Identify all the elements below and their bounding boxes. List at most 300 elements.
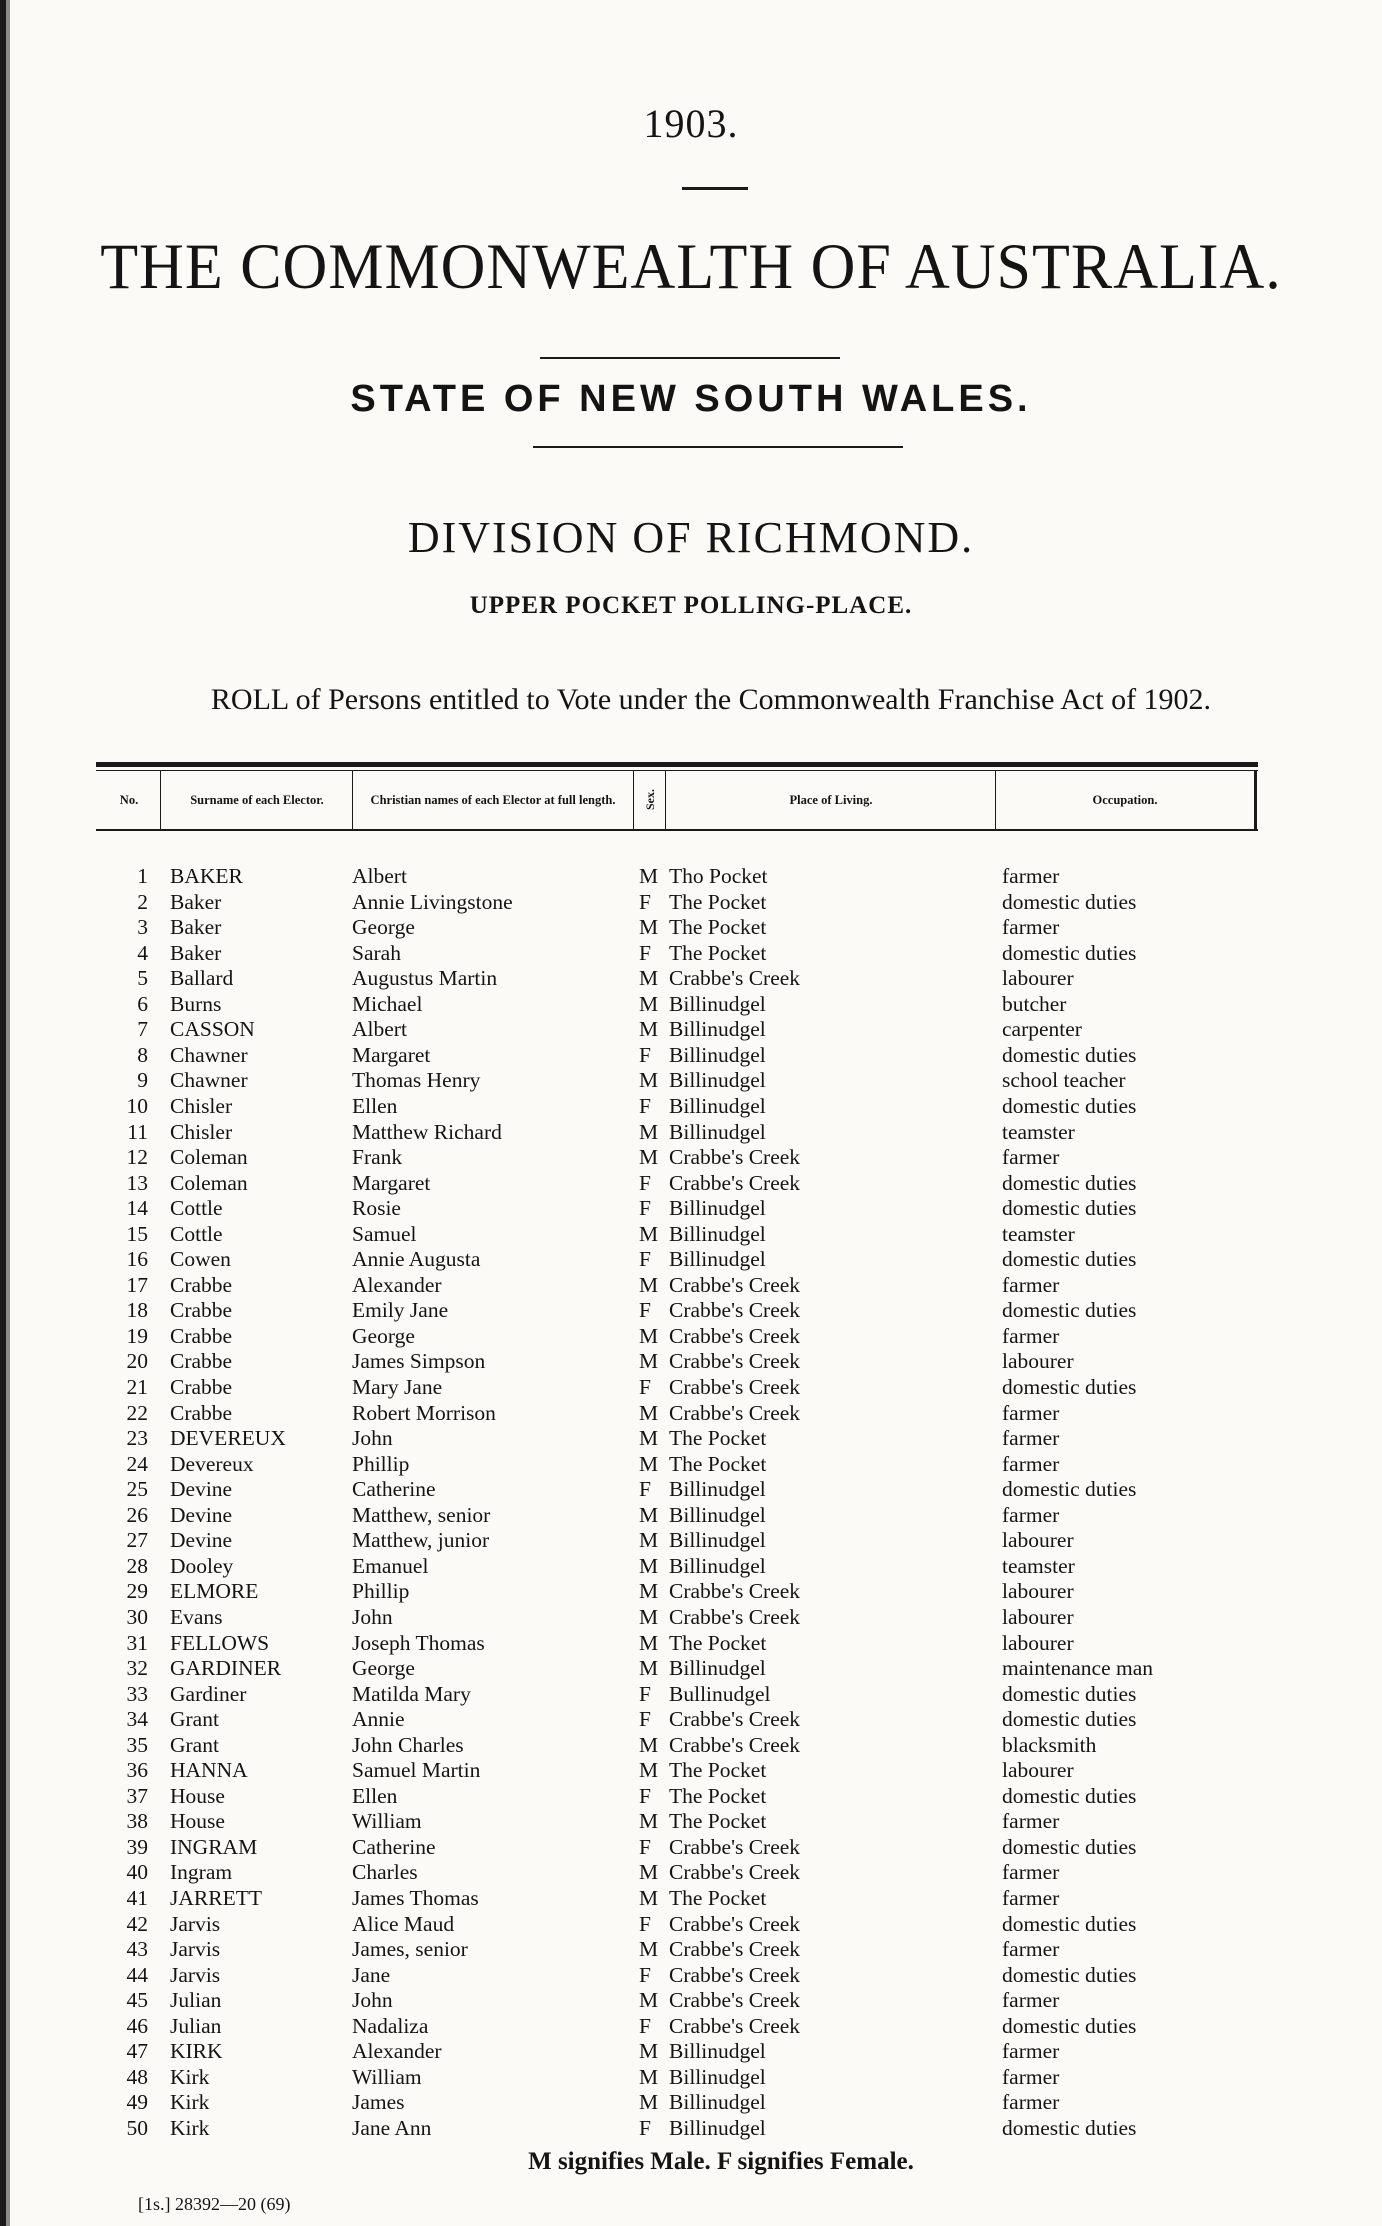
occupation-cell: domestic duties [1002, 940, 1137, 965]
occupation-cell: domestic duties [1002, 1247, 1137, 1272]
sex-cell: M [639, 1630, 659, 1655]
row-number: 8 [137, 1042, 148, 1067]
surname-cell: Chawner [170, 1068, 248, 1093]
place-cell: The Pocket [669, 1630, 767, 1655]
christian-names-cell: Charles [352, 1860, 418, 1885]
row-number: 9 [137, 1068, 148, 1093]
table-row [0, 1579, 1382, 1604]
divider-rule [533, 446, 903, 448]
place-cell: Billinudgel [669, 1221, 766, 1246]
occupation-cell: domestic duties [1002, 1298, 1137, 1323]
occupation-cell: domestic duties [1002, 889, 1137, 914]
surname-cell: Chawner [170, 1042, 248, 1067]
sex-cell: M [639, 1272, 659, 1297]
column-divider [1254, 771, 1257, 829]
occupation-cell: teamster [1002, 1119, 1075, 1144]
column-divider [633, 771, 634, 829]
row-number: 35 [126, 1732, 148, 1757]
sex-cell: F [639, 2115, 651, 2140]
table-row [0, 1273, 1382, 1298]
table-row [0, 1145, 1382, 1170]
surname-cell: FELLOWS [170, 1630, 270, 1655]
table-row [0, 992, 1382, 1017]
row-number: 28 [126, 1553, 148, 1578]
sex-cell: F [639, 1834, 651, 1859]
surname-cell: DEVEREUX [170, 1426, 286, 1451]
sex-cell: M [639, 915, 659, 940]
occupation-cell: farmer [1002, 1400, 1060, 1425]
row-number: 11 [127, 1119, 148, 1144]
table-row [0, 1631, 1382, 1656]
surname-cell: Julian [170, 2013, 222, 2038]
surname-cell: Baker [170, 915, 222, 940]
christian-names-cell: Margaret [352, 1042, 431, 1067]
sex-cell: M [639, 1886, 659, 1910]
row-number: 33 [126, 1681, 148, 1706]
table-row [0, 1682, 1382, 1707]
sex-cell: M [639, 1604, 659, 1629]
row-number: 20 [126, 1349, 148, 1374]
table-row [0, 1017, 1382, 1042]
christian-names-cell: Emanuel [352, 1553, 429, 1578]
table-header-rule [96, 770, 1258, 771]
table-header-rule [96, 829, 1258, 831]
row-number: 45 [126, 1988, 148, 2013]
state-heading: STATE OF NEW SOUTH WALES. [350, 378, 1032, 420]
occupation-cell: butcher [1002, 991, 1067, 1016]
occupation-cell: domestic duties [1002, 1834, 1137, 1859]
surname-cell: Kirk [170, 2115, 210, 2140]
christian-names-cell: Nadaliza [352, 2013, 429, 2038]
place-cell: The Pocket [669, 915, 767, 940]
sex-cell: F [639, 1247, 651, 1272]
column-divider [160, 771, 161, 829]
table-row [0, 1120, 1382, 1145]
occupation-cell: farmer [1002, 1886, 1060, 1910]
place-cell: Crabbe's Creek [669, 1962, 801, 1987]
place-cell: Billinudgel [669, 1042, 766, 1067]
surname-cell: Evans [170, 1604, 223, 1629]
place-cell: Crabbe's Creek [669, 1323, 801, 1348]
year-heading: 1903. [643, 101, 739, 146]
column-header-occupation: Occupation. [1092, 793, 1158, 807]
place-cell: Billinudgel [669, 1477, 766, 1502]
divider-rule [540, 357, 840, 359]
occupation-cell: domestic duties [1002, 1707, 1137, 1732]
occupation-cell: school teacher [1002, 1068, 1126, 1093]
place-cell: Tho Pocket [669, 864, 768, 888]
occupation-cell: teamster [1002, 1221, 1075, 1246]
occupation-cell: carpenter [1002, 1017, 1082, 1042]
sex-cell: M [639, 1988, 659, 2013]
christian-names-cell: Ellen [352, 1093, 398, 1118]
table-row [0, 1171, 1382, 1196]
occupation-cell: farmer [1002, 1145, 1060, 1170]
row-number: 34 [126, 1707, 148, 1732]
table-row [0, 1886, 1382, 1911]
table-row [0, 1963, 1382, 1988]
place-cell: Crabbe's Creek [669, 1988, 801, 2013]
sex-cell: F [639, 940, 651, 965]
column-divider [995, 771, 996, 829]
sex-cell: M [639, 1579, 659, 1604]
place-cell: Crabbe's Creek [669, 1860, 801, 1885]
row-number: 39 [126, 1834, 148, 1859]
row-number: 1 [137, 864, 148, 888]
occupation-cell: blacksmith [1002, 1732, 1097, 1757]
christian-names-cell: Jane Ann [352, 2115, 432, 2140]
occupation-cell: domestic duties [1002, 2013, 1137, 2038]
column-header-no: No. [119, 793, 139, 807]
table-row [0, 1324, 1382, 1349]
sex-cell: M [639, 1323, 659, 1348]
sex-cell: M [639, 1068, 659, 1093]
sex-cell: F [639, 2013, 651, 2038]
place-cell: The Pocket [669, 1758, 767, 1783]
place-cell: Billinudgel [669, 2090, 766, 2115]
table-row [0, 2090, 1382, 2115]
surname-cell: Devine [170, 1528, 233, 1553]
table-row [0, 1247, 1382, 1272]
place-cell: Crabbe's Creek [669, 1579, 801, 1604]
occupation-cell: farmer [1002, 864, 1060, 888]
occupation-cell: farmer [1002, 1988, 1060, 2013]
sex-cell: M [639, 1809, 659, 1834]
occupation-cell: farmer [1002, 1809, 1060, 1834]
occupation-cell: domestic duties [1002, 1042, 1137, 1067]
table-row [0, 1937, 1382, 1962]
table-row [0, 864, 1382, 889]
place-cell: Crabbe's Creek [669, 1298, 801, 1323]
row-number: 21 [126, 1375, 148, 1399]
place-cell: Billinudgel [669, 1119, 766, 1144]
christian-names-cell: Mary Jane [352, 1375, 443, 1399]
surname-cell: HANNA [170, 1758, 248, 1783]
surname-cell: Chisler [170, 1093, 233, 1118]
row-number: 42 [126, 1911, 148, 1936]
christian-names-cell: John Charles [352, 1732, 464, 1757]
table-row [0, 2116, 1382, 2141]
occupation-cell: labourer [1002, 1579, 1074, 1604]
surname-cell: Crabbe [170, 1323, 233, 1348]
christian-names-cell: Albert [352, 864, 407, 888]
table-row [0, 1733, 1382, 1758]
sex-cell: M [639, 2039, 659, 2064]
table-row [0, 1401, 1382, 1426]
christian-names-cell: Frank [352, 1145, 403, 1170]
place-cell: Crabbe's Creek [669, 1272, 801, 1297]
surname-cell: Crabbe [170, 1400, 233, 1425]
sex-cell: F [639, 1707, 651, 1732]
christian-names-cell: Samuel [352, 1221, 417, 1246]
division-heading: DIVISION OF RICHMOND. [407, 513, 975, 562]
surname-cell: Cottle [170, 1196, 223, 1221]
sex-cell: M [639, 864, 659, 888]
sex-cell: M [639, 1656, 659, 1681]
surname-cell: Coleman [170, 1170, 248, 1195]
surname-cell: Devine [170, 1477, 233, 1502]
surname-cell: Devereux [170, 1451, 254, 1476]
sex-cell: M [639, 1349, 659, 1374]
row-number: 22 [126, 1400, 148, 1425]
place-cell: Billinudgel [669, 1196, 766, 1221]
occupation-cell: domestic duties [1002, 1911, 1137, 1936]
table-row [0, 1426, 1382, 1451]
occupation-cell: farmer [1002, 1860, 1060, 1885]
occupation-cell: farmer [1002, 1272, 1060, 1297]
row-number: 44 [126, 1962, 148, 1987]
table-row [0, 2065, 1382, 2090]
place-cell: Bullinudgel [669, 1681, 771, 1706]
column-divider [352, 771, 353, 829]
roll-title: ROLL of Persons entitled to Vote under the Commonwealth Franchise Act of 1902. [210, 683, 1212, 716]
column-header-place: Place of Living. [789, 793, 873, 807]
row-number: 4 [137, 940, 148, 965]
table-row [0, 2014, 1382, 2039]
table-row [0, 1784, 1382, 1809]
christian-names-cell: Michael [352, 991, 423, 1016]
sex-cell: F [639, 1477, 651, 1502]
christian-names-cell: Alexander [352, 2039, 442, 2064]
surname-cell: JARRETT [170, 1886, 262, 1910]
surname-cell: Ingram [170, 1860, 233, 1885]
occupation-cell: labourer [1002, 1528, 1074, 1553]
place-cell: Billinudgel [669, 1068, 766, 1093]
row-number: 32 [126, 1656, 148, 1681]
row-number: 38 [126, 1809, 148, 1834]
sex-cell: M [639, 1553, 659, 1578]
table-header-rule [96, 762, 1258, 767]
christian-names-cell: Augustus Martin [352, 966, 498, 991]
christian-names-cell: Annie [352, 1707, 405, 1732]
polling-place-heading: UPPER POCKET POLLING-PLACE. [469, 592, 913, 619]
occupation-cell: domestic duties [1002, 1170, 1137, 1195]
row-number: 26 [126, 1502, 148, 1527]
occupation-cell: domestic duties [1002, 1477, 1137, 1502]
surname-cell: Chisler [170, 1119, 233, 1144]
occupation-cell: domestic duties [1002, 1375, 1137, 1399]
occupation-cell: domestic duties [1002, 1783, 1137, 1808]
place-cell: Billinudgel [669, 1502, 766, 1527]
table-row [0, 1988, 1382, 2013]
place-cell: Crabbe's Creek [669, 1145, 801, 1170]
occupation-cell: farmer [1002, 2064, 1060, 2089]
table-row [0, 1860, 1382, 1885]
sex-cell: M [639, 1937, 659, 1962]
row-number: 47 [126, 2039, 148, 2064]
page-title: THE COMMONWEALTH OF AUSTRALIA. [100, 231, 1282, 303]
occupation-cell: labourer [1002, 1758, 1074, 1783]
row-number: 7 [137, 1017, 148, 1042]
place-cell: The Pocket [669, 1426, 767, 1451]
surname-cell: House [170, 1809, 225, 1834]
sex-cell: M [639, 1758, 659, 1783]
table-row [0, 1809, 1382, 1834]
row-number: 24 [126, 1451, 148, 1476]
sex-cell: M [639, 2064, 659, 2089]
occupation-cell: domestic duties [1002, 1681, 1137, 1706]
christian-names-cell: James, senior [352, 1937, 468, 1962]
row-number: 31 [126, 1630, 148, 1655]
surname-cell: BAKER [170, 864, 243, 888]
sex-cell: M [639, 1426, 659, 1451]
christian-names-cell: Catherine [352, 1477, 436, 1502]
row-number: 36 [126, 1758, 148, 1783]
table-row [0, 1094, 1382, 1119]
place-cell: Crabbe's Creek [669, 1375, 801, 1399]
sex-cell: F [639, 1375, 651, 1399]
place-cell: Billinudgel [669, 2064, 766, 2089]
place-cell: Crabbe's Creek [669, 1937, 801, 1962]
christian-names-cell: John [352, 1426, 393, 1451]
surname-cell: Kirk [170, 2064, 210, 2089]
place-cell: Billinudgel [669, 2039, 766, 2064]
christian-names-cell: Joseph Thomas [352, 1630, 485, 1655]
occupation-cell: farmer [1002, 1451, 1060, 1476]
occupation-cell: labourer [1002, 966, 1074, 991]
place-cell: The Pocket [669, 1886, 767, 1910]
christian-names-cell: Matilda Mary [352, 1681, 471, 1706]
table-row [0, 1554, 1382, 1579]
place-cell: Crabbe's Creek [669, 1911, 801, 1936]
surname-cell: Grant [170, 1707, 219, 1732]
surname-cell: Gardiner [170, 1681, 247, 1706]
place-cell: The Pocket [669, 940, 767, 965]
table-row [0, 1605, 1382, 1630]
christian-names-cell: John [352, 1604, 393, 1629]
sex-cell: M [639, 1528, 659, 1553]
christian-names-cell: John [352, 1988, 393, 2013]
christian-names-cell: Robert Morrison [352, 1400, 496, 1425]
column-header-surname: Surname of each Elector. [190, 793, 324, 807]
row-number: 12 [126, 1145, 148, 1170]
divider-rule [682, 187, 748, 190]
table-row [0, 1375, 1382, 1400]
column-header-sex: Sex. [643, 789, 657, 811]
christian-names-cell: George [352, 915, 415, 940]
row-number: 40 [126, 1860, 148, 1885]
surname-cell: ELMORE [170, 1579, 259, 1604]
row-number: 15 [126, 1221, 148, 1246]
christian-names-cell: Matthew, senior [352, 1502, 491, 1527]
sex-cell: F [639, 1298, 651, 1323]
christian-names-cell: Emily Jane [352, 1298, 449, 1323]
row-number: 16 [126, 1247, 148, 1272]
surname-cell: Grant [170, 1732, 219, 1757]
surname-cell: Cowen [170, 1247, 231, 1272]
row-number: 37 [126, 1783, 148, 1808]
row-number: 49 [126, 2090, 148, 2115]
sex-cell: M [639, 1732, 659, 1757]
christian-names-cell: George [352, 1323, 415, 1348]
surname-cell: Baker [170, 889, 222, 914]
occupation-cell: domestic duties [1002, 2115, 1137, 2140]
sex-cell: F [639, 1170, 651, 1195]
occupation-cell: farmer [1002, 1426, 1060, 1451]
table-row [0, 1298, 1382, 1323]
place-cell: Crabbe's Creek [669, 2013, 801, 2038]
christian-names-cell: Matthew Richard [352, 1119, 502, 1144]
table-row [0, 966, 1382, 991]
place-cell: Crabbe's Creek [669, 1349, 801, 1374]
table-row [0, 1222, 1382, 1247]
table-row [0, 1912, 1382, 1937]
row-number: 18 [126, 1298, 148, 1323]
table-row [0, 1758, 1382, 1783]
christian-names-cell: Phillip [352, 1579, 410, 1604]
place-cell: Billinudgel [669, 991, 766, 1016]
christian-names-cell: James Simpson [352, 1349, 486, 1374]
surname-cell: Dooley [170, 1553, 234, 1578]
table-row [0, 1477, 1382, 1502]
surname-cell: Burns [170, 991, 222, 1016]
table-row [0, 1196, 1382, 1221]
surname-cell: Jarvis [170, 1937, 221, 1962]
surname-cell: Devine [170, 1502, 233, 1527]
printer-mark: [1s.] 28392—20 (69) [138, 2194, 291, 2214]
table-row [0, 1835, 1382, 1860]
place-cell: Crabbe's Creek [669, 1707, 801, 1732]
place-cell: Crabbe's Creek [669, 1604, 801, 1629]
sex-cell: F [639, 1093, 651, 1118]
occupation-cell: labourer [1002, 1604, 1074, 1629]
sex-cell: M [639, 966, 659, 991]
row-number: 25 [126, 1477, 148, 1502]
surname-cell: Cottle [170, 1221, 223, 1246]
christian-names-cell: Rosie [352, 1196, 401, 1221]
place-cell: The Pocket [669, 1783, 767, 1808]
sex-cell: M [639, 991, 659, 1016]
place-cell: Billinudgel [669, 1093, 766, 1118]
place-cell: Crabbe's Creek [669, 1834, 801, 1859]
place-cell: The Pocket [669, 889, 767, 914]
place-cell: Billinudgel [669, 1247, 766, 1272]
surname-cell: Kirk [170, 2090, 210, 2115]
table-row [0, 1349, 1382, 1374]
christian-names-cell: William [352, 1809, 422, 1834]
christian-names-cell: Catherine [352, 1834, 436, 1859]
table-row [0, 1528, 1382, 1553]
row-number: 30 [126, 1604, 148, 1629]
table-row [0, 1043, 1382, 1068]
place-cell: Crabbe's Creek [669, 1400, 801, 1425]
occupation-cell: maintenance man [1002, 1656, 1154, 1681]
surname-cell: GARDINER [170, 1656, 282, 1681]
occupation-cell: farmer [1002, 915, 1060, 940]
christian-names-cell: Jane [352, 1962, 391, 1987]
surname-cell: Jarvis [170, 1962, 221, 1987]
christian-names-cell: James [352, 2090, 405, 2115]
sex-legend: M signifies Male. F signifies Female. [528, 2148, 914, 2175]
sex-cell: F [639, 1783, 651, 1808]
sex-cell: M [639, 1400, 659, 1425]
row-number: 19 [126, 1323, 148, 1348]
surname-cell: KIRK [170, 2039, 223, 2064]
place-cell: Crabbe's Creek [669, 1732, 801, 1757]
christian-names-cell: Alexander [352, 1272, 442, 1297]
column-header-christian-names: Christian names of each Elector at full length. [370, 793, 616, 807]
occupation-cell: farmer [1002, 1502, 1060, 1527]
surname-cell: CASSON [170, 1017, 255, 1042]
row-number: 43 [126, 1937, 148, 1962]
table-row [0, 1068, 1382, 1093]
surname-cell: INGRAM [170, 1834, 258, 1859]
table-row [0, 2039, 1382, 2064]
surname-cell: Crabbe [170, 1298, 233, 1323]
place-cell: The Pocket [669, 1451, 767, 1476]
sex-cell: F [639, 889, 651, 914]
occupation-cell: domestic duties [1002, 1196, 1137, 1221]
